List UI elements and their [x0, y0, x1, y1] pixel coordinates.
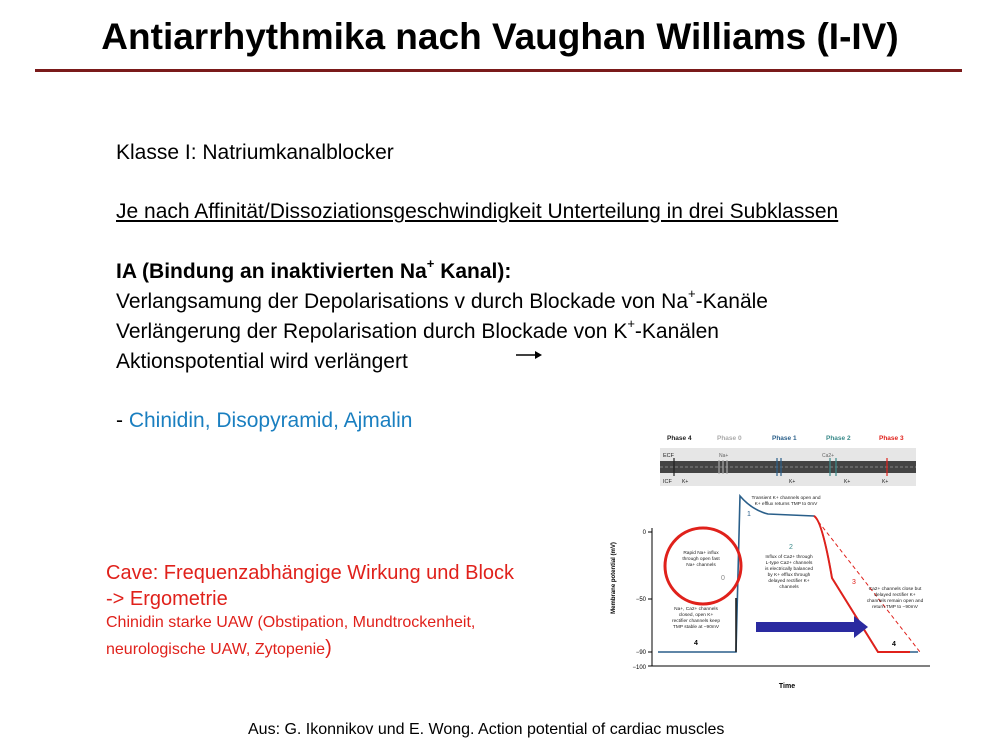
- ion-k-label-4: K+: [882, 479, 889, 485]
- ann-phase2-l5: delayed rectifier K+: [768, 579, 810, 584]
- ann-phase4-l2: closed, open K+: [678, 613, 714, 618]
- phase-2-header: Phase 2: [826, 435, 851, 442]
- ia-line-2-end: -Kanälen: [634, 320, 719, 343]
- ion-k-label-1: K+: [682, 479, 689, 485]
- ann-phase2-l2: L-type Ca2+ channels: [765, 561, 813, 566]
- icf-band: [660, 473, 916, 486]
- phase-1-header: Phase 1: [772, 435, 797, 442]
- y-tick-0: 0: [642, 530, 646, 536]
- title-divider: [35, 69, 962, 72]
- ia-heading: [116, 256, 512, 285]
- phase-2-number: 2: [789, 544, 793, 551]
- subdivision-text: Je nach Affinität/Dissoziationsgeschwindigkeit Unterteilung in drei Subklassen: [116, 200, 839, 223]
- ann-phase2-l6: channels: [779, 585, 799, 590]
- ion-k-label-2: K+: [789, 479, 796, 485]
- y-tick-100: −100: [632, 665, 646, 671]
- phase-3-number: 3: [852, 579, 856, 586]
- ann-phase4-l1: Na+, Ca2+ channels: [674, 607, 718, 612]
- cave-line-3: Chinidin starke UAW (Obstipation, Mundtrockenheit,: [106, 614, 476, 631]
- ann-phase3-l1: Ca2+ channels close but: [868, 587, 922, 592]
- ann-phase3-l4: return TMP to −90mV: [872, 605, 918, 610]
- class-heading: Klasse I: Natriumkanalblocker: [116, 141, 394, 164]
- ia-line-2-sup: +: [627, 316, 635, 331]
- prolongation-arrow-body: [756, 622, 856, 632]
- phase-4b-number: 4: [892, 641, 896, 648]
- ann-phase2-l3: is electrically balanced: [765, 567, 813, 572]
- ann-phase2-l1: Influx of Ca2+ through: [765, 555, 813, 560]
- ann-phase4-l4: TMP stable at −90mV: [672, 625, 720, 630]
- phase-0-number: 0: [721, 575, 725, 582]
- ia-heading-sup: +: [426, 256, 435, 271]
- drug-names: Chinidin, Disopyramid, Ajmalin: [128, 409, 413, 432]
- action-potential-figure: [600, 428, 945, 700]
- y-axis-label: Membrane potential (mV): [611, 542, 617, 614]
- ann-phase0-l1: Rapid Na+ influx: [683, 551, 719, 556]
- ann-phase2-l4: by K+ efflux through: [767, 573, 811, 578]
- y-tick-90: −90: [635, 650, 646, 656]
- phase-4a-number: 4: [694, 640, 698, 647]
- cave-line-4-close: ): [325, 637, 332, 659]
- phase-4-header: Phase 4: [667, 435, 692, 442]
- phase-3-header: Phase 3: [879, 435, 904, 442]
- ann-phase0-l3: Na+ channels: [686, 563, 716, 568]
- ia-line-1-sup: +: [688, 286, 696, 301]
- ecf-band: [660, 448, 916, 461]
- ann-phase1-l1: Transient K+ channels open and: [751, 496, 821, 501]
- ion-k-label-3: K+: [844, 479, 851, 485]
- slide-title: Antiarrhythmika nach Vaughan Williams (I-IV): [101, 16, 899, 57]
- ann-phase3-l2: delayed rectifier K+: [874, 593, 916, 598]
- ia-line-1-end: -Kanäle: [695, 290, 768, 313]
- drug-list-dash: -: [116, 409, 129, 432]
- cave-line-2: -> Ergometrie: [106, 588, 228, 610]
- cave-line-1: Cave: Frequenzabhängige Wirkung und Block: [106, 562, 515, 584]
- drug-list: [116, 408, 412, 434]
- arrow-right-icon: [515, 348, 543, 362]
- y-tick-50: −50: [635, 597, 646, 603]
- ia-line-1: [116, 286, 768, 315]
- icf-label: ICF: [663, 479, 672, 485]
- phase-1-number: 1: [747, 511, 751, 518]
- ia-heading-text: IA (Bindung an inaktivierten Na: [116, 260, 427, 283]
- ion-ca-label: Ca2+: [822, 453, 835, 459]
- ia-line-2: [116, 316, 719, 345]
- ann-phase4-l3: rectifier channels keep: [672, 619, 720, 624]
- ia-line-3: Aktionspotential wird verlängert: [116, 350, 408, 373]
- ann-phase0-l2: through open fast: [682, 557, 720, 562]
- ia-line-1-text: Verlangsamung der Depolarisations v durch Blockade von Na: [116, 290, 688, 313]
- source-citation: Aus: G. Ikonnikov und E. Wong. Action potential of cardiac muscles: [248, 721, 725, 738]
- phase-0-header: Phase 0: [717, 435, 742, 442]
- ann-phase1-l2: K+ efflux returns TMP to 0mV: [754, 502, 818, 507]
- ia-line-2-text: Verlängerung der Repolarisation durch Blockade von K: [116, 320, 628, 343]
- cave-line-4-text: neurologische UAW, Zytopenie: [106, 641, 326, 658]
- ion-na-label: Na+: [719, 453, 729, 459]
- ecf-label: ECF: [663, 453, 674, 459]
- cave-line-4: [106, 637, 332, 661]
- ia-heading-end: Kanal):: [434, 260, 512, 283]
- ann-phase3-l3: channels remain open and: [866, 599, 924, 604]
- prolongation-arrow-head: [854, 616, 868, 638]
- x-axis-label: Time: [778, 683, 796, 690]
